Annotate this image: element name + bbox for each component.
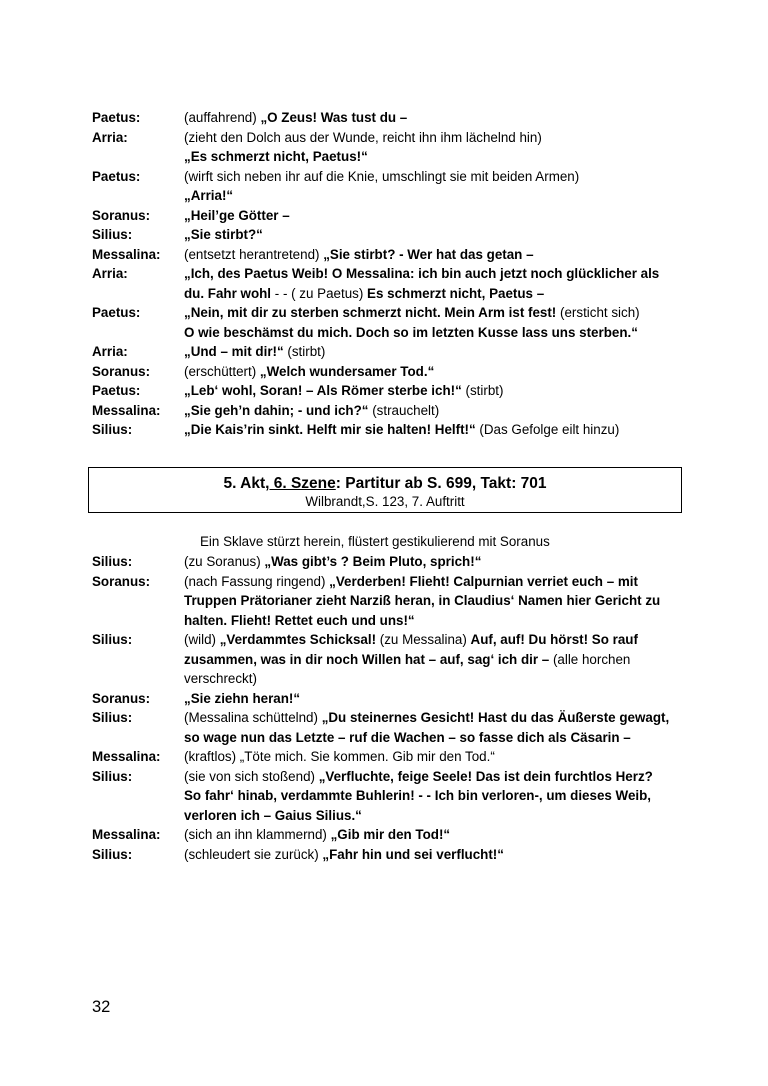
spoken-text: „Und – mit dir!“	[184, 344, 284, 359]
speaker-name	[92, 669, 184, 689]
speaker-name: Silius:	[92, 768, 133, 784]
scene-title-scene: , 6. Szene	[265, 475, 336, 492]
speaker-name: Paetus:	[92, 383, 141, 398]
dialogue-line	[92, 767, 692, 787]
scene-title-act: 5. Akt	[223, 475, 266, 492]
spoken-text: So fahr‘ hinab, verdammte Buhlerin! - - Ich bin verloren-, um dieses Weib,	[184, 788, 652, 803]
speaker-name	[92, 323, 184, 343]
speaker-name	[92, 611, 184, 631]
spoken-text: „Sie geh’n dahin; - und ich?“	[184, 402, 369, 418]
line-text	[184, 147, 692, 167]
dialogue-line	[92, 611, 692, 631]
line-text	[184, 611, 692, 631]
dialogue-line	[92, 225, 692, 245]
line-text	[184, 825, 692, 845]
speaker-name	[92, 186, 184, 206]
direction-text: (Messalina schüttelnd)	[184, 710, 322, 725]
speaker-name: Arria:	[92, 344, 128, 359]
dialogue-line	[92, 747, 692, 767]
speaker-name: Messalina:	[92, 827, 161, 842]
spoken-text: „Du steinernes Gesicht! Hast du das Äußerste gewagt,	[321, 710, 670, 725]
line-text	[184, 225, 692, 245]
dialogue-line	[92, 728, 692, 748]
line-text	[184, 342, 692, 362]
speaker-name	[92, 284, 184, 304]
direction-text: (zieht den Dolch aus der Wunde, reicht ihn ihm lächelnd hin)	[184, 129, 542, 145]
spoken-text: Truppen Prätorianer zieht Narziß heran, in Claudius‘ Namen hier Gericht zu	[184, 593, 661, 608]
line-text	[184, 108, 692, 128]
line-text	[184, 650, 692, 670]
direction-text: verschreckt)	[184, 671, 257, 686]
speaker-name: Paetus:	[92, 168, 141, 184]
stage-direction: Ein Sklave stürzt herein, flüstert gestikulierend mit Soranus	[200, 534, 550, 549]
direction-text: (zu Messalina)	[376, 632, 471, 647]
dialogue-line	[92, 186, 692, 206]
spoken-text: „Ich, des Paetus Weib! O Messalina: ich bin auch jetzt noch glücklicher als	[184, 266, 660, 281]
spoken-text: so wage nun das Letzte – ruf die Wachen – so fasse dich als Cäsarin –	[184, 729, 631, 745]
line-text	[184, 728, 692, 748]
speaker-name: Soranus:	[92, 690, 151, 706]
spoken-text: „Es schmerzt nicht, Paetus!“	[184, 149, 368, 164]
spoken-text: „Sie stirbt? - Wer hat das getan –	[323, 246, 534, 262]
speaker-name: Arria:	[92, 266, 128, 281]
line-text	[184, 786, 692, 806]
spoken-text: Auf, auf! Du hörst! So rauf	[470, 632, 638, 647]
speaker-name: Silius:	[92, 227, 133, 242]
spoken-text: zusammen, was in dir noch Willen hat – auf, sag‘ ich dir –	[184, 651, 550, 667]
spoken-text: „Welch wundersamer Tod.“	[259, 363, 435, 379]
direction-text: (strauchelt)	[368, 402, 440, 418]
dialogue-line	[92, 572, 692, 592]
spoken-text: „Die Kais’rin sinkt. Helft mir sie halten! Helft!“	[184, 422, 476, 437]
spoken-text: du. Fahr wohl	[184, 285, 275, 301]
direction-text: (ersticht sich)	[556, 305, 640, 320]
dialogue-line	[92, 708, 692, 728]
line-text	[184, 362, 692, 382]
line-text	[184, 206, 692, 226]
spoken-text: „Leb‘ wohl, Soran! – Als Römer sterbe ich!“	[184, 383, 462, 398]
speaker-name: Messalina:	[92, 246, 161, 262]
scene-source: Wilbrandt,S. 123, 7. Auftritt	[305, 494, 465, 509]
line-text	[184, 303, 692, 323]
dialogue-line	[92, 401, 692, 421]
spoken-text: „O Zeus! Was tust du –	[260, 110, 408, 125]
scene-title-score: : Partitur ab S. 699, Takt: 701	[335, 475, 547, 492]
spoken-text: „Verfluchte, feige Seele! Das ist dein furchtlos Herz?	[318, 768, 653, 784]
spoken-text: Es schmerzt nicht, Paetus –	[367, 285, 545, 301]
speaker-name: Silius:	[92, 554, 133, 569]
direction-text: (sie von sich stoßend)	[184, 768, 319, 784]
direction-text: (nach Fassung ringend)	[184, 573, 330, 589]
dialogue-line	[92, 669, 692, 689]
scene-heading-box	[88, 467, 682, 513]
line-text	[184, 552, 692, 572]
dialogue-line	[92, 206, 692, 226]
line-text	[184, 381, 692, 401]
direction-text: (wild)	[184, 632, 220, 647]
dialogue-line	[92, 591, 692, 611]
stage-direction-block	[92, 532, 692, 552]
direction-text: (stirbt)	[461, 383, 504, 398]
dialogue-line	[92, 167, 692, 187]
speaker-name	[92, 591, 184, 611]
speaker-name: Silius:	[92, 710, 133, 725]
dialogue-line	[92, 552, 692, 572]
speaker-name: Soranus:	[92, 363, 151, 379]
line-text	[184, 245, 692, 265]
spoken-text: „Verderben! Flieht! Calpurnian verriet euch – mit	[329, 573, 638, 589]
line-text	[184, 186, 692, 206]
spoken-text: „Nein, mit dir zu sterben schmerzt nicht. Mein Arm ist fest!	[184, 305, 557, 320]
spoken-text: „Arria!“	[184, 188, 234, 203]
direction-text: (Das Gefolge eilt hinzu)	[475, 422, 620, 437]
direction-text: (stirbt)	[283, 344, 326, 359]
direction-text: (erschüttert)	[184, 363, 260, 379]
line-text	[184, 689, 692, 709]
dialogue-line	[92, 630, 692, 650]
dialogue-section-1	[92, 108, 692, 440]
direction-text: (zu Soranus)	[184, 554, 265, 569]
speaker-name: Arria:	[92, 129, 128, 145]
page-number: 32	[92, 998, 111, 1016]
speaker-name: Soranus:	[92, 573, 151, 589]
spoken-text: O wie beschämst du mich. Doch so im letzten Kusse lass uns sterben.“	[184, 324, 638, 340]
dialogue-line	[92, 825, 692, 845]
direction-text: (entsetzt herantretend)	[184, 246, 324, 262]
spoken-text: „Verdammtes Schicksal!	[219, 632, 377, 647]
dialogue-line	[92, 342, 692, 362]
line-text	[184, 845, 692, 865]
line-text	[184, 572, 692, 592]
speaker-name: Silius:	[92, 422, 133, 437]
dialogue-line	[92, 284, 692, 304]
line-text	[184, 669, 692, 689]
direction-text: (auffahrend)	[184, 110, 261, 125]
dialogue-line	[92, 303, 692, 323]
speaker-name: Silius:	[92, 632, 133, 647]
line-text	[184, 806, 692, 826]
direction-text: (alle horchen	[549, 651, 631, 667]
dialogue-line	[92, 381, 692, 401]
speaker-name	[92, 147, 184, 167]
dialogue-line	[92, 806, 692, 826]
speaker-name: Soranus:	[92, 207, 151, 223]
line-text	[184, 767, 692, 787]
dialogue-line	[92, 362, 692, 382]
line-text	[184, 323, 692, 343]
spoken-text: „Gib mir den Tod!“	[330, 827, 451, 842]
spoken-text: „Heil’ge Götter –	[184, 207, 290, 223]
direction-text: - - ( zu Paetus)	[274, 285, 368, 301]
direction-text: (wirft sich neben ihr auf die Knie, umschlingt sie mit beiden Armen)	[184, 168, 580, 184]
dialogue-line	[92, 786, 692, 806]
direction-text: (schleudert sie zurück)	[184, 846, 323, 862]
spoken-text: verloren ich – Gaius Silius.“	[184, 807, 362, 823]
line-text	[184, 420, 692, 440]
speaker-name: Paetus:	[92, 305, 141, 320]
line-text	[184, 128, 692, 148]
spoken-text: „Was gibt’s ? Beim Pluto, sprich!“	[264, 554, 482, 569]
dialogue-line	[92, 845, 692, 865]
speaker-name: Messalina:	[92, 749, 161, 764]
line-text	[184, 284, 692, 304]
line-text	[184, 264, 692, 284]
speaker-name	[92, 806, 184, 826]
line-text	[184, 708, 692, 728]
line-text	[184, 401, 692, 421]
speaker-name	[92, 650, 184, 670]
direction-text: (kraftlos) „Töte mich. Sie kommen. Gib mir den Tod.“	[184, 749, 495, 764]
dialogue-line	[92, 245, 692, 265]
speaker-name: Messalina:	[92, 402, 161, 418]
spoken-text: „Sie ziehn heran!“	[184, 690, 301, 706]
spoken-text: „Sie stirbt?“	[184, 227, 263, 242]
speaker-name: Silius:	[92, 846, 133, 862]
direction-text: (sich an ihn klammernd)	[184, 827, 331, 842]
line-text	[184, 630, 692, 650]
dialogue-line	[92, 420, 692, 440]
dialogue-section-2	[92, 552, 692, 864]
spoken-text: halten. Flieht! Rettet euch und uns!“	[184, 612, 415, 628]
line-text	[184, 591, 692, 611]
speaker-name: Paetus:	[92, 110, 141, 125]
line-text	[184, 167, 692, 187]
dialogue-line	[92, 650, 692, 670]
line-text	[184, 747, 692, 767]
dialogue-line	[92, 689, 692, 709]
dialogue-line	[92, 264, 692, 284]
dialogue-line	[92, 128, 692, 148]
speaker-name	[92, 728, 184, 748]
spoken-text: „Fahr hin und sei verflucht!“	[322, 846, 504, 862]
speaker-name	[92, 786, 184, 806]
dialogue-line	[92, 108, 692, 128]
scene-title	[89, 468, 681, 493]
dialogue-line	[92, 323, 692, 343]
dialogue-line	[92, 147, 692, 167]
